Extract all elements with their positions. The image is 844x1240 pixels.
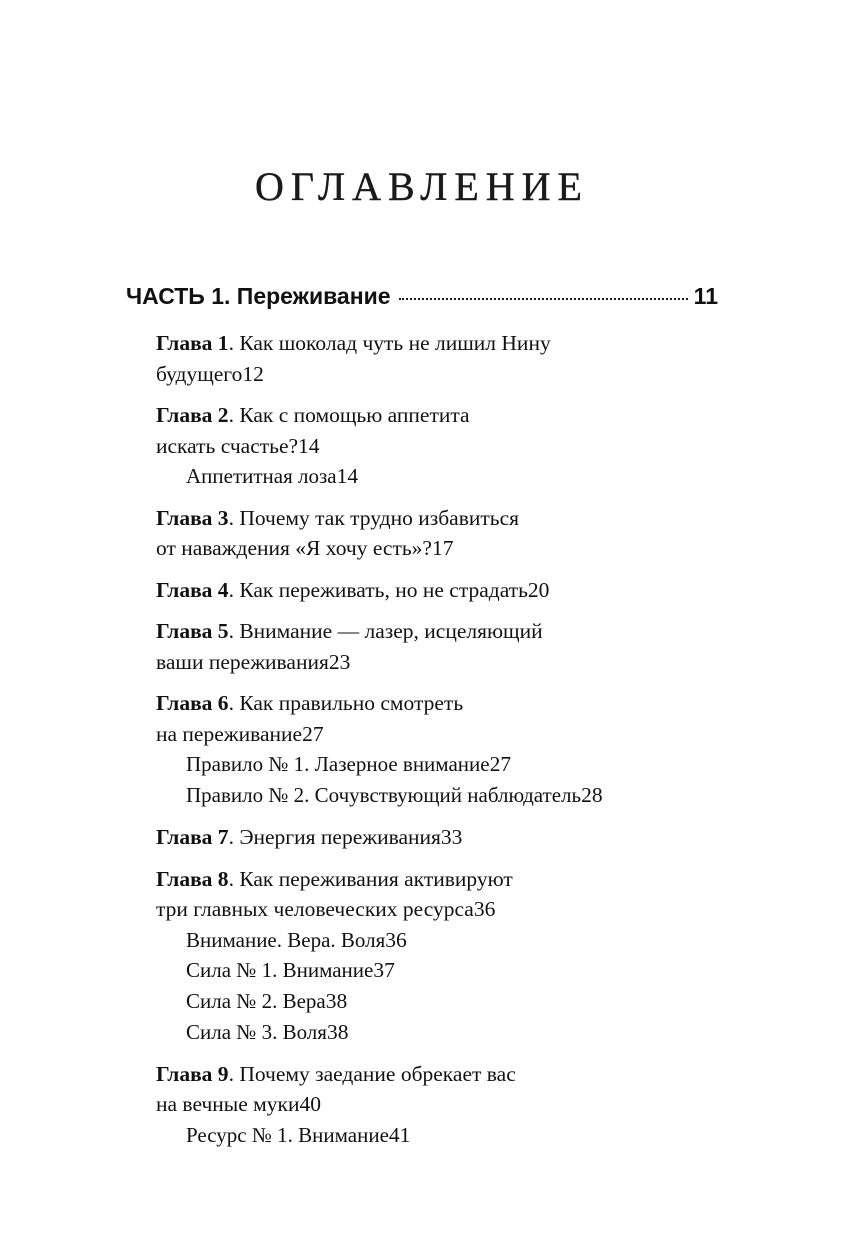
toc-chapter-7-title: Энергия переживания xyxy=(239,825,441,850)
toc-part-label: ЧАСТЬ 1 xyxy=(126,283,224,309)
toc-subentry-page: 28 xyxy=(581,783,603,808)
toc-chapter-3[interactable] xyxy=(156,503,718,564)
toc-chapter-6-line2 xyxy=(156,719,718,750)
toc-chapter-9-separator: . xyxy=(228,1061,234,1086)
toc-chapter-7-text xyxy=(156,822,441,853)
toc-chapter-6-label: Глава 6 xyxy=(156,691,229,716)
toc-chapter-4-label: Глава 4 xyxy=(156,577,229,602)
toc-chapter-8-separator: . xyxy=(228,866,234,891)
toc-subentry-page: 14 xyxy=(336,464,359,489)
toc-chapter-3-title-cont: от наваждения «Я хочу есть»? xyxy=(156,536,432,561)
toc-part-separator: . xyxy=(224,283,231,309)
toc-chapter-8-label: Глава 8 xyxy=(156,866,229,891)
toc-chapter-9-line2 xyxy=(156,1089,718,1120)
toc-part-row[interactable] xyxy=(126,283,718,310)
toc-chapter-1[interactable] xyxy=(156,328,718,389)
toc-chapter-4[interactable] xyxy=(156,575,718,606)
toc-part-text xyxy=(126,283,391,310)
toc-chapter-9-line1 xyxy=(156,1059,718,1090)
toc-chapter-5-separator: . xyxy=(228,619,234,644)
toc-chapter-3-page: 17 xyxy=(431,536,454,561)
toc-chapter-5-line2 xyxy=(156,647,718,678)
toc-chapter-3-separator: . xyxy=(228,505,234,530)
toc-subentry[interactable] xyxy=(186,925,718,956)
toc-chapter-6-separator: . xyxy=(228,691,234,716)
toc-chapter-3-label: Глава 3 xyxy=(156,505,229,530)
toc-subentry[interactable] xyxy=(186,986,718,1017)
toc-subentry-text: Сила № 3. Воля xyxy=(186,1020,327,1045)
toc-chapter-8-page: 36 xyxy=(473,897,496,922)
toc-chapter-7[interactable] xyxy=(156,822,718,853)
toc-chapter-5[interactable] xyxy=(156,616,718,677)
toc-chapter-1-page: 12 xyxy=(242,361,264,386)
toc-chapter-1-label: Глава 1 xyxy=(156,331,229,355)
toc-subentry-text: Сила № 2. Вера xyxy=(186,989,326,1014)
toc-subentry-page: 37 xyxy=(373,958,395,983)
toc-chapter-1-title-cont: будущего xyxy=(156,361,243,386)
toc-subentry-page: 41 xyxy=(388,1122,411,1147)
toc-chapter-4-text xyxy=(156,575,528,606)
toc-chapter-2-page: 14 xyxy=(298,433,320,458)
toc-chapter-9-title: Почему заедание обрекает вас xyxy=(239,1061,516,1086)
toc-subentry-text: Правило № 2. Сочувствующий наблюдатель xyxy=(186,783,582,808)
toc-chapter-2-line1 xyxy=(156,400,718,431)
toc-chapter-2-line2 xyxy=(156,431,718,462)
toc-chapter-5-title-cont: ваши переживания xyxy=(156,649,329,674)
toc-chapter-3-line2 xyxy=(156,533,718,564)
toc-subentry[interactable] xyxy=(186,1017,718,1048)
toc-chapter-7-label: Глава 7 xyxy=(156,825,229,850)
toc-chapter-4-separator: . xyxy=(228,577,234,602)
toc-chapter-6-title-cont: на переживание xyxy=(156,721,303,746)
toc-chapter-1-title: Как шоколад чуть не лишил Нину xyxy=(239,331,551,355)
toc-subentry[interactable] xyxy=(186,955,718,986)
toc-subentry-page: 38 xyxy=(325,989,348,1014)
toc-subentry-text: Аппетитная лоза xyxy=(186,464,337,489)
toc-chapter-8-title-cont: три главных человеческих ресурса xyxy=(156,897,474,922)
toc-subentry-page: 36 xyxy=(385,927,407,952)
page-title: ОГЛАВЛЕНИЕ xyxy=(255,164,589,209)
toc-chapter-8-line1 xyxy=(156,864,718,895)
toc-subentry-text: Внимание. Вера. Воля xyxy=(186,927,386,952)
toc-chapter-8[interactable] xyxy=(156,864,718,1048)
toc-chapter-1-line2 xyxy=(156,359,718,390)
toc-chapter-6-title: Как правильно смотреть xyxy=(239,691,464,716)
toc-subentry[interactable] xyxy=(186,1120,718,1151)
toc-subentry[interactable] xyxy=(186,780,718,811)
toc-subentry-text: Сила № 1. Внимание xyxy=(186,958,374,983)
toc-subentry-text: Ресурс № 1. Внимание xyxy=(186,1122,389,1147)
toc-chapter-6-page: 27 xyxy=(302,721,324,746)
toc-chapter-5-title: Внимание — лазер, исцеляющий xyxy=(239,619,543,644)
toc-subentry[interactable] xyxy=(186,749,718,780)
toc-chapter-4-title: Как переживать, но не страдать xyxy=(239,577,528,602)
toc-subentry-page: 27 xyxy=(489,752,512,777)
toc-chapter-2[interactable] xyxy=(156,400,718,492)
toc-subentry-page: 38 xyxy=(326,1020,349,1045)
toc-chapter-8-title: Как переживания активируют xyxy=(239,866,513,891)
toc-list xyxy=(126,210,718,1151)
toc-chapter-4-line xyxy=(156,575,718,606)
toc-chapter-5-label: Глава 5 xyxy=(156,619,229,644)
toc-chapter-4-page: 20 xyxy=(527,577,550,602)
toc-part-name: Переживание xyxy=(236,283,391,309)
toc-chapter-1-line1 xyxy=(156,328,718,359)
toc-chapter-2-separator: . xyxy=(228,403,234,428)
toc-chapter-7-line xyxy=(156,822,718,853)
toc-subentry[interactable] xyxy=(186,461,718,492)
toc-chapter-8-line2 xyxy=(156,894,718,925)
toc-chapter-6-line1 xyxy=(156,688,718,719)
toc-chapter-9[interactable] xyxy=(156,1059,718,1151)
toc-chapter-5-page: 23 xyxy=(328,649,351,674)
toc-part-page: 11 xyxy=(693,283,718,309)
toc-chapter-2-title: Как с помощью аппетита xyxy=(239,403,470,428)
toc-chapter-3-line1 xyxy=(156,503,718,534)
toc-chapter-9-label: Глава 9 xyxy=(156,1061,229,1086)
toc-chapter-9-page: 40 xyxy=(299,1092,321,1117)
toc-chapter-9-title-cont: на вечные муки xyxy=(156,1092,300,1117)
toc-chapter-1-separator: . xyxy=(228,331,234,355)
toc-chapter-3-title: Почему так трудно избавиться xyxy=(239,505,520,530)
leader-dots xyxy=(399,298,688,300)
toc-chapter-7-separator: . xyxy=(228,825,234,850)
toc-subentry-text: Правило № 1. Лазерное внимание xyxy=(186,752,490,777)
toc-chapter-2-label: Глава 2 xyxy=(156,403,229,428)
toc-chapter-2-title-cont: искать счастье? xyxy=(156,433,299,458)
toc-chapter-7-page: 33 xyxy=(440,825,463,850)
toc-chapter-6[interactable] xyxy=(156,688,718,811)
toc-chapter-5-line1 xyxy=(156,616,718,647)
